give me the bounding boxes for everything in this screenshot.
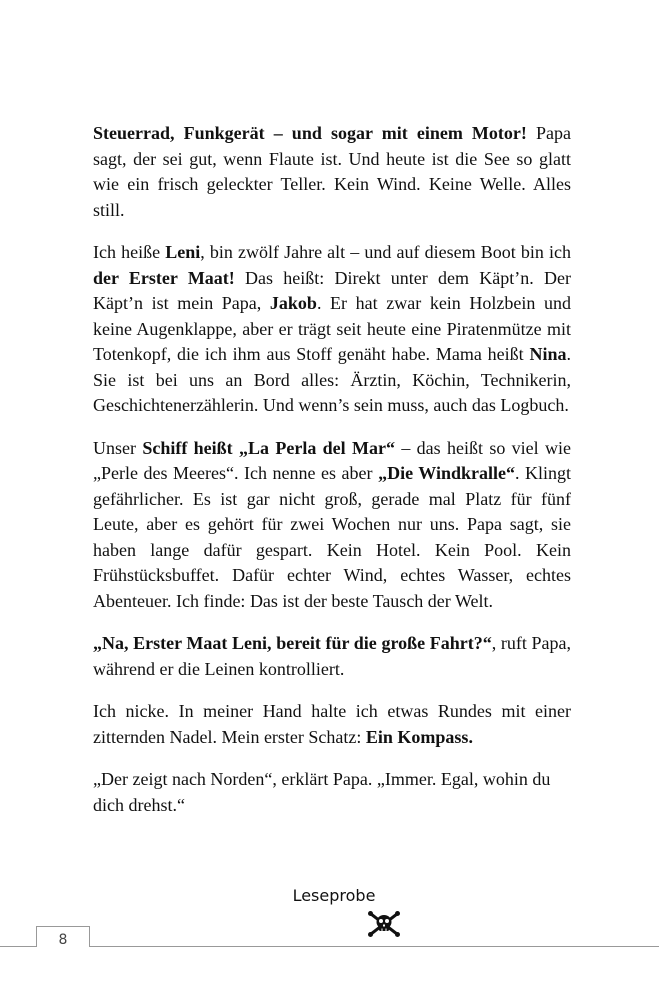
skull-crossbones-icon [367,910,401,938]
paragraph-5 [93,699,571,750]
text-run: Papa sagt, der sei gut, wenn Flaute ist. Und heute ist die See so glatt wie ein frisch geleckter Teller. Kein Wind. Keine Welle. Alles still. [93,123,571,220]
text-run: Ein Kompass. [365,726,473,747]
text-run: – das heißt so viel wie „Perle des Meeres“. Ich nenne es aber [93,437,571,483]
text-run: , ruft Papa, während er die Leinen kontrolliert. [93,633,571,679]
text-run: Leni [165,242,201,262]
text-run: Nina [529,344,567,364]
text-run: Jakob [269,293,317,313]
paragraph-6 [93,767,571,818]
footer-label: Leseprobe [292,886,376,905]
text-run: . Sie ist bei uns an Bord alles: Ärztin, Köchin, Technikerin, Geschichtenerzählerin. Und wenn’s sein muss, auch das Logbuch. [93,344,571,415]
text-run: der Erster Maat! [93,267,235,288]
text-run: Das heißt: Direkt unter dem Käpt’n. Der Käpt’n ist mein Papa, [93,267,571,313]
paragraph-1 [93,121,571,223]
text-run: . Klingt gefährlicher. Es ist gar nicht groß, gerade mal Platz für fünf Leute, aber es gehört für zwei Wochen nur uns. Papa sagt, sie haben lange dafür gespart. Kein Hotel. Kein Pool. Kein Frühstücksbuffet. Dafür echter Wind, echtes Wasser, echtes Abenteuer. Ich finde: Das ist der beste Tausch der Welt. [93,463,572,611]
paragraph-4 [93,631,571,682]
page-number: 8 [36,926,90,947]
text-run: Schiff heißt „La Perla del Mar“ [142,437,395,458]
text-run: „Na, Erster Maat Leni, bereit für die große Fahrt?“ [93,633,492,653]
text-run: Unser [93,437,143,458]
text-run: „Die Windkralle“ [378,463,515,483]
text-run: Steuerrad, Funkgerät – und sogar mit einem Motor! [93,123,527,143]
text-run: Ich heiße [93,242,166,262]
page-body [93,121,571,835]
paragraph-2 [93,240,571,419]
text-run: „Der zeigt nach Norden“, erklärt Papa. „Immer. Egal, wohin du dich drehst.“ [93,769,551,815]
text-run: . Er hat zwar kein Holzbein und keine Augenklappe, aber er trägt seit heute eine Piratenmütze mit Totenkopf, die ich ihm aus Stoff genäht habe. Mama heißt [93,293,571,364]
text-run: , bin zwölf Jahre alt – und auf diesem Boot bin ich [200,242,572,262]
footer-rule [0,946,659,947]
paragraph-3 [93,436,571,615]
text-run: Ich nicke. In meiner Hand halte ich etwas Rundes mit einer zitternden Nadel. Mein erster Schatz: [93,701,571,747]
